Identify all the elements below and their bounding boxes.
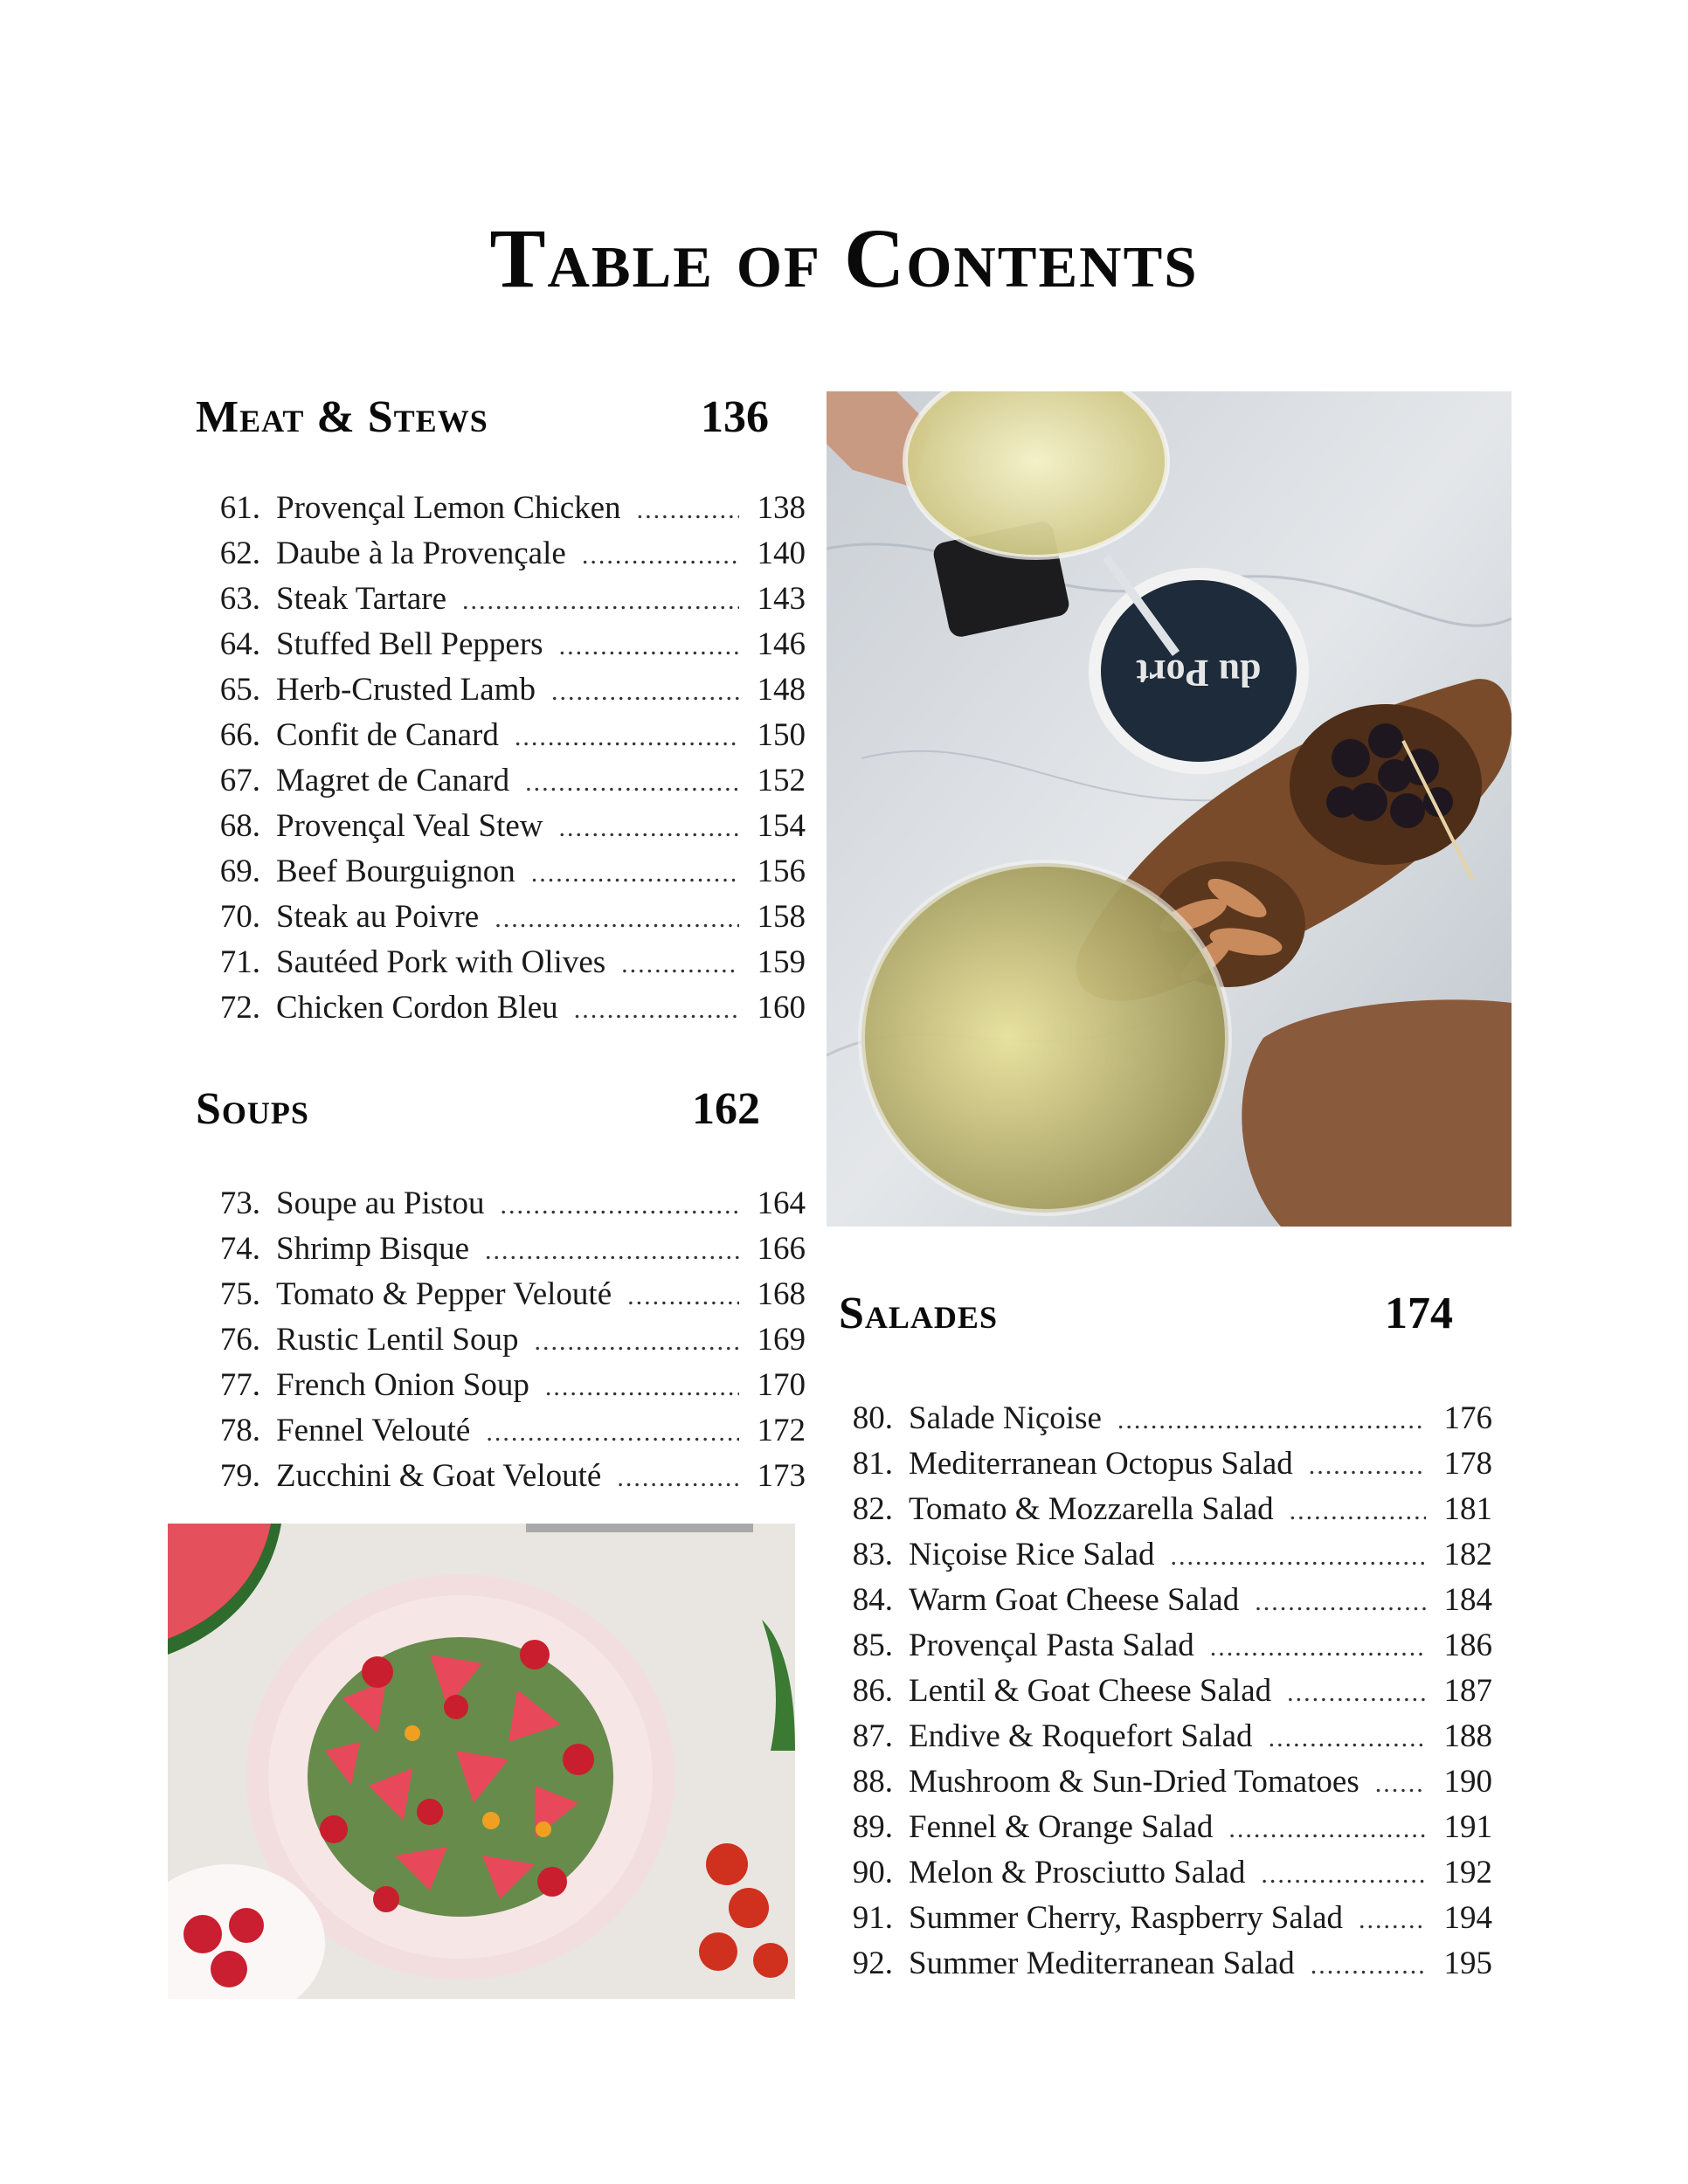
toc-entry-page: 173 <box>757 1458 806 1494</box>
toc-entry-title: Tomato & Mozzarella Salad <box>909 1491 1274 1527</box>
toc-entry-title: Lentil & Goat Cheese Salad <box>909 1673 1272 1709</box>
toc-entry-title: Beef Bourguignon <box>276 854 515 889</box>
toc-entry[interactable] <box>828 1672 1492 1717</box>
toc-leader-dots <box>531 859 739 888</box>
toc-entry-page: 182 <box>1443 1537 1492 1572</box>
toc-entry[interactable] <box>196 535 806 580</box>
toc-entry[interactable] <box>828 1400 1492 1445</box>
toc-leader-dots <box>582 541 739 570</box>
toc-leader-dots <box>559 813 739 843</box>
toc-leader-dots <box>486 1418 739 1448</box>
toc-entry-number: 61. <box>219 490 260 526</box>
toc-entry-page: 192 <box>1443 1855 1492 1890</box>
toc-list-salades <box>828 1400 1492 1990</box>
toc-entry-title: Shrimp Bisque <box>276 1231 469 1267</box>
toc-leader-dots <box>495 904 739 934</box>
toc-list-soups <box>196 1185 806 1503</box>
toc-entry-title: Mediterranean Octopus Salad <box>909 1446 1293 1482</box>
toc-entry-title: Summer Cherry, Raspberry Salad <box>909 1900 1343 1936</box>
toc-entry-title: Magret de Canard <box>276 763 510 798</box>
toc-entry-number: 76. <box>219 1322 260 1358</box>
toc-leader-dots <box>621 950 739 979</box>
toc-entry-number: 84. <box>852 1582 893 1618</box>
toc-entry-title: Confit de Canard <box>276 717 499 753</box>
toc-leader-dots <box>500 1191 739 1220</box>
toc-entry[interactable] <box>196 898 806 943</box>
toc-entry[interactable] <box>196 1366 806 1412</box>
toc-entry-number: 88. <box>852 1764 893 1800</box>
toc-entry-number: 83. <box>852 1537 893 1572</box>
toc-entry[interactable] <box>196 580 806 625</box>
toc-entry-number: 70. <box>219 899 260 935</box>
toc-entry-title: Herb-Crusted Lamb <box>276 672 536 708</box>
toc-leader-dots <box>1309 1451 1426 1481</box>
page-title: Table of Contents <box>489 211 1199 305</box>
toc-entry[interactable] <box>828 1536 1492 1581</box>
toc-entry-number: 92. <box>852 1946 893 1981</box>
toc-entry-title: Summer Mediterranean Salad <box>909 1946 1295 1981</box>
toc-entry-number: 77. <box>219 1367 260 1403</box>
toc-entry-title: Steak Tartare <box>276 581 446 617</box>
toc-entry-page: 154 <box>757 808 806 844</box>
toc-leader-dots <box>462 586 739 616</box>
section-heading-soups: Soups <box>196 1084 309 1134</box>
toc-entry[interactable] <box>828 1854 1492 1899</box>
toc-entry-page: 146 <box>757 626 806 662</box>
toc-entry-number: 90. <box>852 1855 893 1890</box>
section-heading-meat: Meat & Stews <box>196 392 488 442</box>
toc-entry-number: 73. <box>219 1185 260 1221</box>
toc-leader-dots <box>515 722 739 752</box>
toc-entry-title: Rustic Lentil Soup <box>276 1322 519 1358</box>
toc-entry-title: Zucchini & Goat Velouté <box>276 1458 602 1494</box>
section-page-salades: 174 <box>1385 1289 1453 1338</box>
toc-leader-dots <box>1261 1860 1426 1890</box>
toc-entry-number: 68. <box>219 808 260 844</box>
toc-entry-number: 62. <box>219 536 260 571</box>
toc-entry-page: 188 <box>1443 1718 1492 1754</box>
toc-entry-number: 87. <box>852 1718 893 1754</box>
toc-entry-title: Stuffed Bell Peppers <box>276 626 543 662</box>
toc-entry-number: 86. <box>852 1673 893 1709</box>
toc-leader-dots <box>535 1327 740 1357</box>
toc-entry-page: 164 <box>757 1185 806 1221</box>
toc-entry-page: 186 <box>1443 1628 1492 1663</box>
toc-leader-dots <box>1255 1587 1426 1617</box>
toc-entry-number: 78. <box>219 1413 260 1448</box>
toc-entry[interactable] <box>828 1627 1492 1672</box>
toc-entry-page: 169 <box>757 1322 806 1358</box>
toc-entry-number: 81. <box>852 1446 893 1482</box>
toc-entry-title: Steak au Poivre <box>276 899 480 935</box>
toc-entry-number: 79. <box>219 1458 260 1494</box>
toc-entry-title: Melon & Prosciutto Salad <box>909 1855 1246 1890</box>
toc-entry-number: 85. <box>852 1628 893 1663</box>
toc-entry-page: 172 <box>757 1413 806 1448</box>
toc-entry[interactable] <box>196 1185 806 1230</box>
section-page-soups: 162 <box>692 1084 760 1134</box>
toc-entry[interactable] <box>196 1457 806 1503</box>
toc-entry-title: Fennel Velouté <box>276 1413 471 1448</box>
section-page-meat: 136 <box>701 392 769 442</box>
toc-entry[interactable] <box>828 1763 1492 1808</box>
toc-entry[interactable] <box>828 1581 1492 1627</box>
toc-entry-number: 89. <box>852 1809 893 1845</box>
toc-entry-number: 71. <box>219 944 260 980</box>
toc-leader-dots <box>1311 1951 1426 1980</box>
toc-entry-title: Daube à la Provençale <box>276 536 566 571</box>
toc-leader-dots <box>1228 1814 1426 1844</box>
toc-entry[interactable] <box>828 1945 1492 1990</box>
toc-leader-dots <box>1171 1542 1426 1572</box>
toc-entry-page: 150 <box>757 717 806 753</box>
toc-entry-number: 66. <box>219 717 260 753</box>
toc-entry-number: 64. <box>219 626 260 662</box>
toc-entry-page: 190 <box>1443 1764 1492 1800</box>
toc-entry-title: Provençal Veal Stew <box>276 808 543 844</box>
toc-leader-dots <box>1290 1496 1426 1526</box>
toc-entry-number: 75. <box>219 1276 260 1312</box>
toc-entry-number: 67. <box>219 763 260 798</box>
toc-entry-page: 148 <box>757 672 806 708</box>
toc-entry-title: Chicken Cordon Bleu <box>276 990 558 1026</box>
toc-leader-dots <box>637 495 739 525</box>
toc-entry[interactable] <box>196 625 806 671</box>
toc-leader-dots <box>551 677 739 707</box>
toc-entry-page: 187 <box>1443 1673 1492 1709</box>
toc-entry-title: Provençal Lemon Chicken <box>276 490 621 526</box>
toc-entry-title: Fennel & Orange Salad <box>909 1809 1214 1845</box>
toc-entry[interactable] <box>196 1412 806 1457</box>
toc-leader-dots <box>545 1372 739 1402</box>
toc-leader-dots <box>525 768 739 798</box>
watermelon-salad-photo <box>168 1524 795 1999</box>
toc-entry-title: French Onion Soup <box>276 1367 529 1403</box>
toc-entry-number: 74. <box>219 1231 260 1267</box>
toc-entry-page: 181 <box>1443 1491 1492 1527</box>
toc-leader-dots <box>485 1236 739 1266</box>
toc-entry[interactable] <box>196 762 806 807</box>
toc-entry[interactable] <box>196 943 806 989</box>
toc-entry[interactable] <box>196 716 806 762</box>
toc-entry-title: Soupe au Pistou <box>276 1185 485 1221</box>
toc-entry[interactable] <box>196 989 806 1034</box>
toc-entry-title: Sautéed Pork with Olives <box>276 944 606 980</box>
toc-entry-title: Niçoise Rice Salad <box>909 1537 1155 1572</box>
toc-entry-page: 152 <box>757 763 806 798</box>
toc-entry-number: 82. <box>852 1491 893 1527</box>
toc-entry-title: Warm Goat Cheese Salad <box>909 1582 1240 1618</box>
toc-entry[interactable] <box>196 1275 806 1321</box>
toc-entry-page: 194 <box>1443 1900 1492 1936</box>
toc-entry-page: 159 <box>757 944 806 980</box>
toc-list-meat <box>196 489 806 1034</box>
toc-leader-dots <box>1287 1678 1426 1708</box>
toc-leader-dots <box>574 995 739 1025</box>
toc-entry-number: 91. <box>852 1900 893 1936</box>
toc-entry-title: Provençal Pasta Salad <box>909 1628 1194 1663</box>
toc-entry-page: 158 <box>757 899 806 935</box>
toc-entry[interactable] <box>196 489 806 535</box>
section-heading-salades: Salades <box>839 1289 998 1338</box>
toc-entry-number: 65. <box>219 672 260 708</box>
toc-leader-dots <box>1210 1633 1426 1662</box>
toc-entry-page: 176 <box>1443 1400 1492 1436</box>
toc-entry-number: 63. <box>219 581 260 617</box>
toc-entry-page: 168 <box>757 1276 806 1312</box>
toc-leader-dots <box>1117 1406 1426 1435</box>
wine-olives-photo <box>827 391 1512 1227</box>
toc-entry-title: Endive & Roquefort Salad <box>909 1718 1253 1754</box>
coaster-label: du Port <box>1136 652 1262 695</box>
toc-entry[interactable] <box>196 853 806 898</box>
toc-entry[interactable] <box>828 1490 1492 1536</box>
toc-entry-page: 184 <box>1443 1582 1492 1618</box>
toc-entry-title: Mushroom & Sun-Dried Tomatoes <box>909 1764 1359 1800</box>
toc-entry[interactable] <box>828 1717 1492 1763</box>
toc-entry[interactable] <box>196 1321 806 1366</box>
toc-leader-dots <box>559 632 739 661</box>
toc-entry[interactable] <box>196 807 806 853</box>
toc-entry[interactable] <box>196 671 806 716</box>
toc-entry-number: 80. <box>852 1400 893 1436</box>
toc-entry-page: 170 <box>757 1367 806 1403</box>
toc-leader-dots <box>1269 1724 1426 1753</box>
toc-entry-number: 69. <box>219 854 260 889</box>
toc-leader-dots <box>617 1463 739 1493</box>
toc-entry-page: 140 <box>757 536 806 571</box>
toc-leader-dots <box>627 1282 739 1311</box>
toc-entry[interactable] <box>828 1808 1492 1854</box>
toc-leader-dots <box>1359 1905 1426 1935</box>
toc-entry-title: Salade Niçoise <box>909 1400 1102 1436</box>
toc-entry-title: Tomato & Pepper Velouté <box>276 1276 612 1312</box>
toc-entry-page: 156 <box>757 854 806 889</box>
toc-entry-page: 178 <box>1443 1446 1492 1482</box>
toc-entry[interactable] <box>828 1445 1492 1490</box>
toc-entry-page: 191 <box>1443 1809 1492 1845</box>
toc-entry-page: 138 <box>757 490 806 526</box>
toc-entry-page: 143 <box>757 581 806 617</box>
toc-entry[interactable] <box>196 1230 806 1275</box>
toc-entry-page: 166 <box>757 1231 806 1267</box>
toc-leader-dots <box>1375 1769 1426 1799</box>
toc-entry-number: 72. <box>219 990 260 1026</box>
toc-entry-page: 160 <box>757 990 806 1026</box>
toc-entry-page: 195 <box>1443 1946 1492 1981</box>
toc-entry[interactable] <box>828 1899 1492 1945</box>
